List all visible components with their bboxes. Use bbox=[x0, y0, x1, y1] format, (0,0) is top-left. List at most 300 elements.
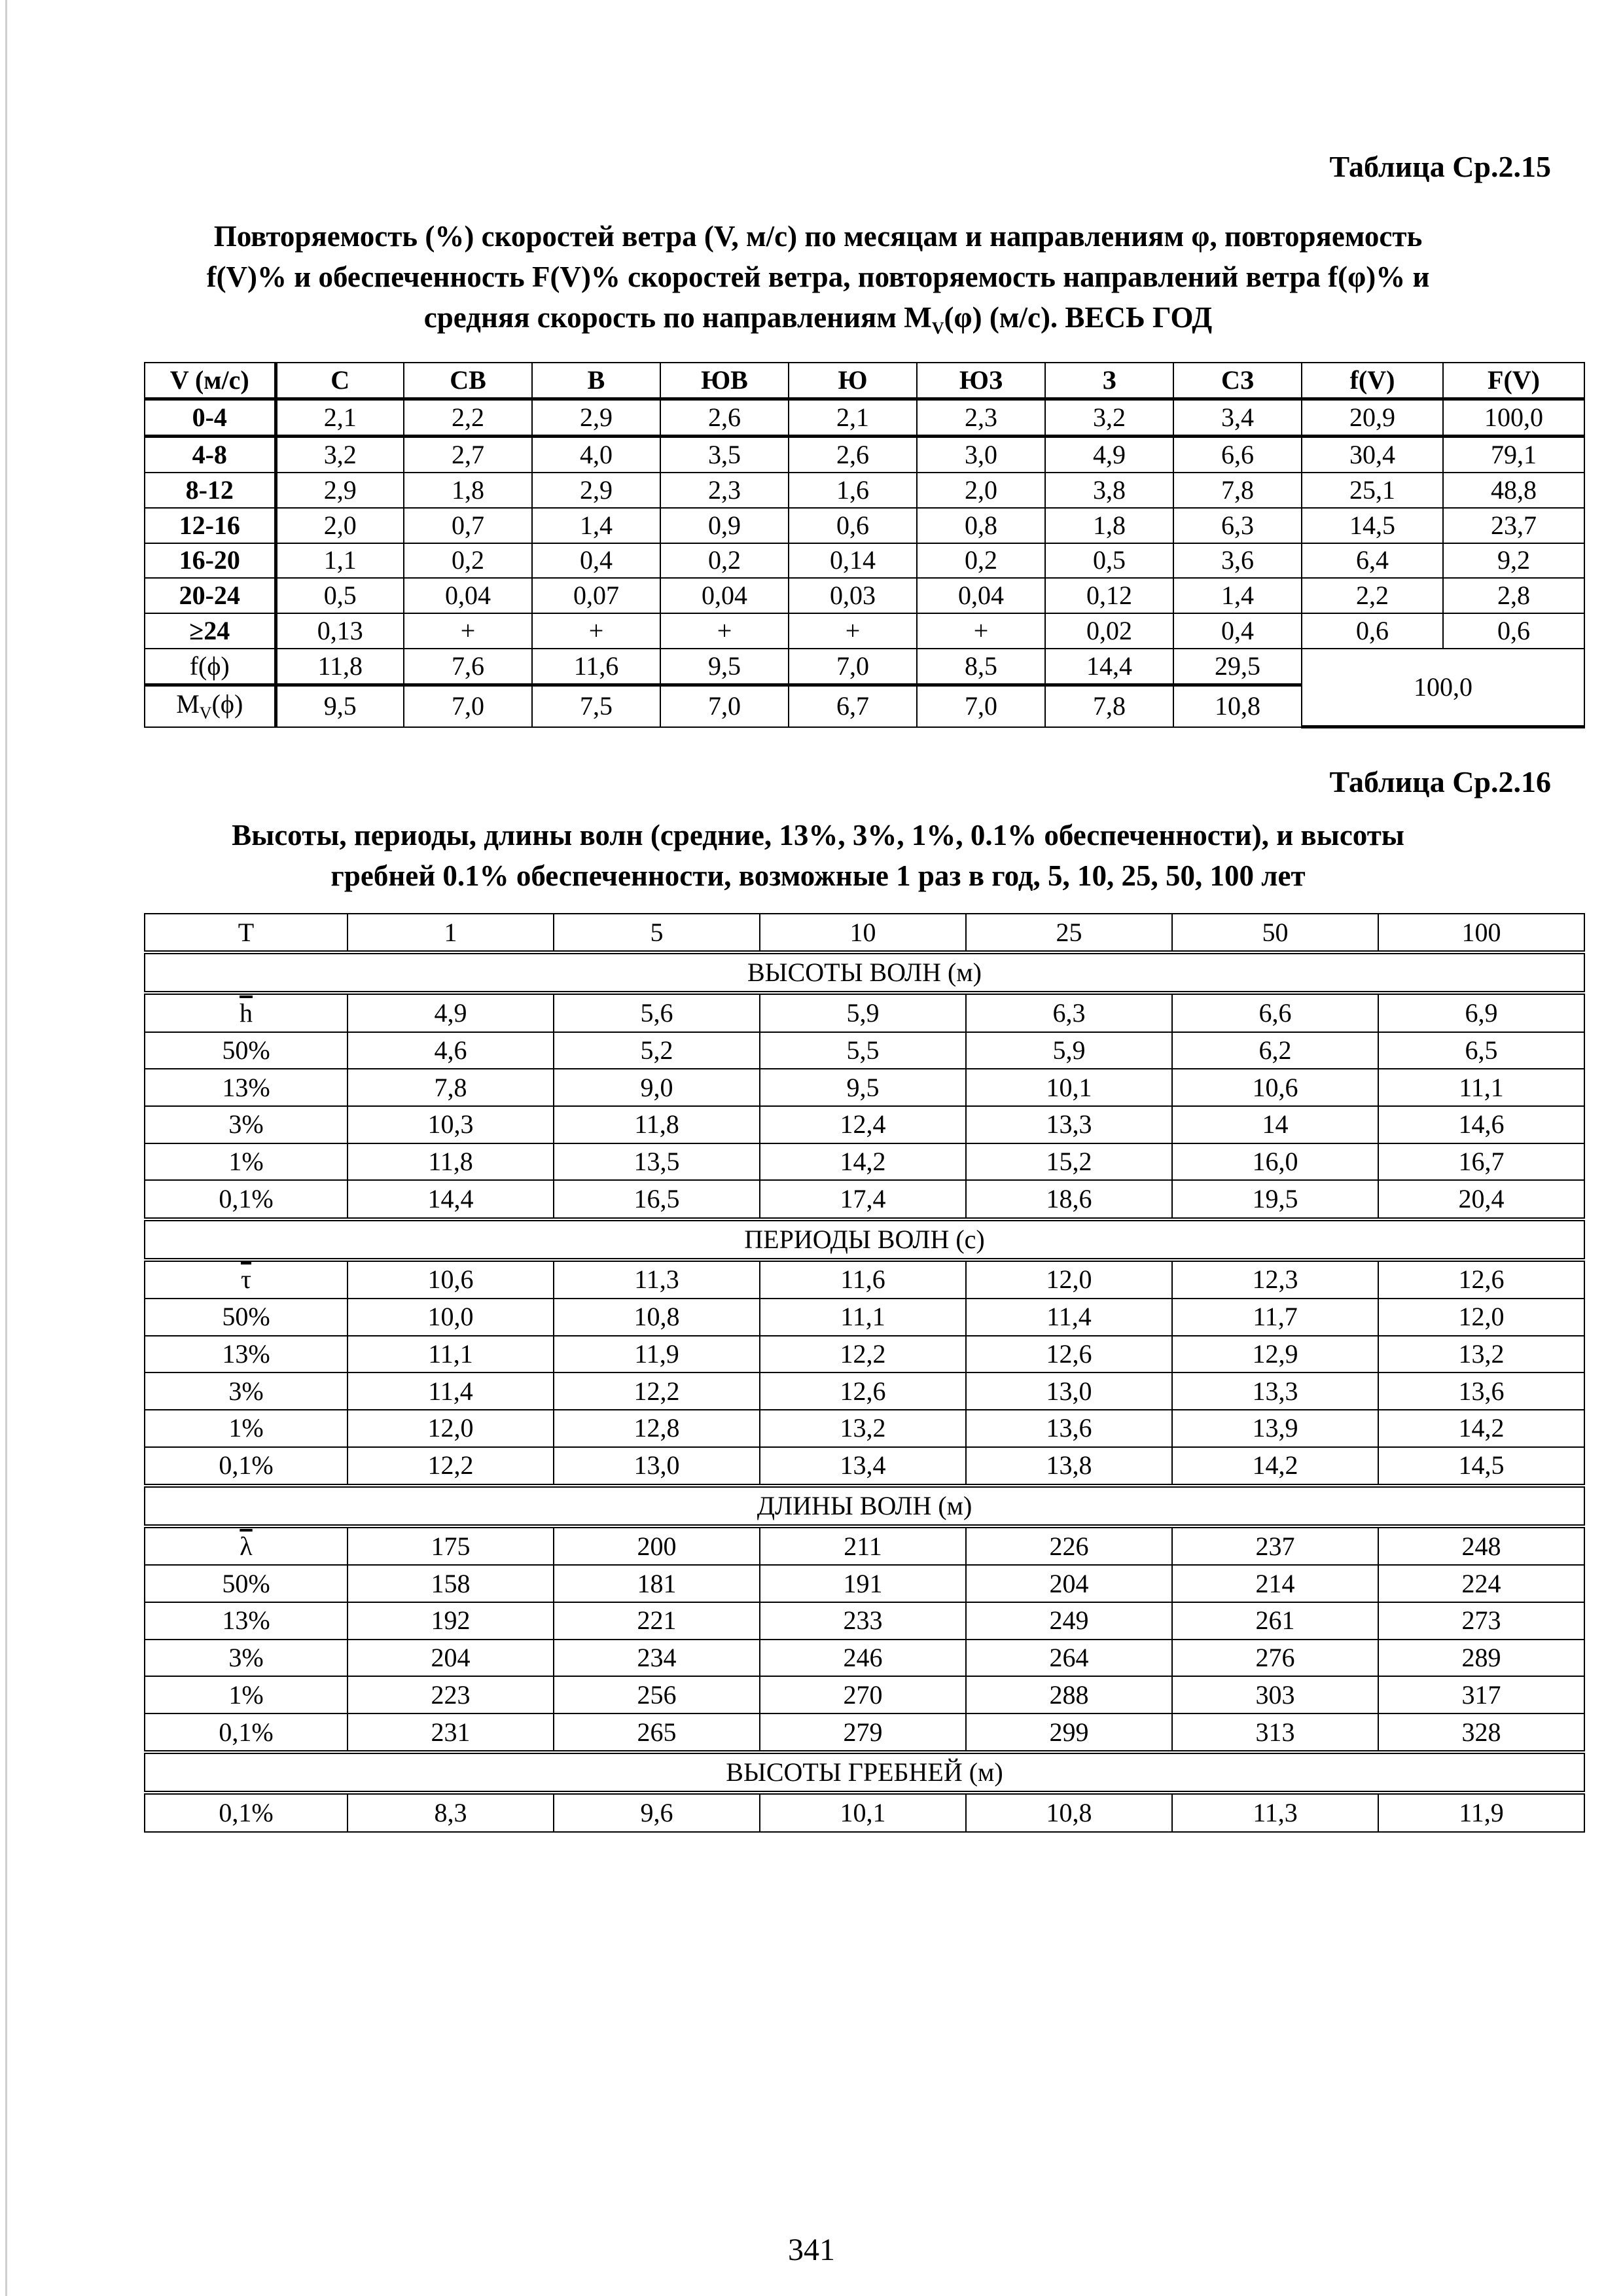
cell: 2,2 bbox=[404, 399, 532, 437]
cell: 0,02 bbox=[1045, 613, 1173, 649]
table-row bbox=[145, 1410, 1584, 1447]
cell: 0,6 bbox=[1302, 613, 1443, 649]
cell: 191 bbox=[760, 1565, 966, 1602]
label-text: 13% bbox=[222, 1072, 270, 1102]
label-text: 13% bbox=[222, 1339, 270, 1369]
table-title bbox=[131, 216, 1505, 349]
cell: 1,8 bbox=[404, 473, 532, 508]
cell: 14,2 bbox=[1172, 1447, 1378, 1486]
cell: 11,7 bbox=[1172, 1299, 1378, 1336]
column-header: T bbox=[145, 914, 348, 952]
page-number: 341 bbox=[788, 2233, 835, 2267]
cell: + bbox=[789, 613, 917, 649]
cell: 14,6 bbox=[1378, 1106, 1584, 1143]
column-header: З bbox=[1045, 363, 1173, 399]
cell: 1,8 bbox=[1045, 508, 1173, 543]
section-title: ВЫСОТЫ ВОЛН (м) bbox=[145, 952, 1584, 993]
cell: 7,0 bbox=[789, 649, 917, 685]
row-label: 0-4 bbox=[145, 399, 276, 437]
title-line: Повторяемость (%) скоростей ветра (V, м/с) по месяцам и направлениям φ, повторяемость bbox=[213, 220, 1423, 253]
cell: 7,6 bbox=[404, 649, 532, 685]
label-text: 13% bbox=[222, 1605, 270, 1636]
cell: 13,6 bbox=[1378, 1372, 1584, 1410]
cell: 3,2 bbox=[1045, 399, 1173, 437]
cell: 11,9 bbox=[554, 1336, 760, 1373]
cell: 317 bbox=[1378, 1676, 1584, 1713]
row-label bbox=[145, 1032, 348, 1069]
cell: 5,9 bbox=[966, 1032, 1172, 1069]
cell: 10,1 bbox=[966, 1069, 1172, 1106]
cell: 13,8 bbox=[966, 1447, 1172, 1486]
row-label bbox=[145, 1372, 348, 1410]
label-text: 0,1% bbox=[219, 1717, 274, 1747]
section-title: ВЫСОТЫ ГРЕБНЕЙ (м) bbox=[145, 1752, 1584, 1793]
section-title: ПЕРИОДЫ ВОЛН (с) bbox=[145, 1219, 1584, 1260]
cell: 289 bbox=[1378, 1640, 1584, 1677]
cell: 14,2 bbox=[1378, 1410, 1584, 1447]
cell: 13,3 bbox=[966, 1106, 1172, 1143]
table-row bbox=[145, 473, 1584, 508]
cell: 2,9 bbox=[276, 473, 404, 508]
row-label bbox=[145, 1336, 348, 1373]
cell: 2,1 bbox=[789, 399, 917, 437]
cell: 0,6 bbox=[789, 508, 917, 543]
cell: 7,8 bbox=[1045, 685, 1173, 726]
cell: 0,04 bbox=[917, 578, 1045, 613]
label-text: 1% bbox=[228, 1147, 264, 1177]
cell: 12,2 bbox=[348, 1447, 554, 1486]
cell: 20,4 bbox=[1378, 1180, 1584, 1219]
row-label bbox=[145, 1565, 348, 1602]
cell: 14,5 bbox=[1302, 508, 1443, 543]
cell: + bbox=[660, 613, 789, 649]
section-header-row bbox=[145, 1486, 1584, 1526]
cell: 3,5 bbox=[660, 437, 789, 473]
label-text: 3% bbox=[228, 1643, 264, 1673]
title-subscript: V bbox=[931, 319, 944, 338]
cell: 2,1 bbox=[276, 399, 404, 437]
label-text: 3% bbox=[228, 1376, 264, 1406]
column-header: F(V) bbox=[1443, 363, 1584, 399]
column-header: СВ bbox=[404, 363, 532, 399]
cell: 10,3 bbox=[348, 1106, 554, 1143]
cell: 14 bbox=[1172, 1106, 1378, 1143]
cell: 6,3 bbox=[966, 993, 1172, 1031]
cell: 6,9 bbox=[1378, 993, 1584, 1031]
cell: 3,8 bbox=[1045, 473, 1173, 508]
column-header: СЗ bbox=[1173, 363, 1302, 399]
cell: 7,8 bbox=[348, 1069, 554, 1106]
column-header: 50 bbox=[1172, 914, 1378, 952]
cell: 0,2 bbox=[917, 543, 1045, 579]
cell: 9,0 bbox=[554, 1069, 760, 1106]
row-label bbox=[145, 1260, 348, 1299]
cell: 2,3 bbox=[917, 399, 1045, 437]
cell: 12,0 bbox=[966, 1260, 1172, 1299]
table-caption: Таблица Ср.2.15 bbox=[1329, 150, 1551, 183]
row-label: ≥24 bbox=[145, 613, 276, 649]
table-row bbox=[145, 543, 1584, 579]
cell: 0,03 bbox=[789, 578, 917, 613]
label-text: 50% bbox=[222, 1568, 270, 1598]
cell: 0,14 bbox=[789, 543, 917, 579]
cell: 0,5 bbox=[1045, 543, 1173, 579]
cell: 2,9 bbox=[532, 473, 660, 508]
cell: 223 bbox=[348, 1676, 554, 1713]
row-label bbox=[145, 685, 276, 726]
column-header: 100 bbox=[1378, 914, 1584, 952]
row-label bbox=[145, 1602, 348, 1640]
cell: 328 bbox=[1378, 1713, 1584, 1752]
cell: 11,4 bbox=[966, 1299, 1172, 1336]
cell: 200 bbox=[554, 1526, 760, 1565]
column-header: V (м/с) bbox=[145, 363, 276, 399]
cell: 7,0 bbox=[660, 685, 789, 726]
cell: 13,3 bbox=[1172, 1372, 1378, 1410]
cell: 16,7 bbox=[1378, 1143, 1584, 1181]
cell: 7,8 bbox=[1173, 473, 1302, 508]
cell: 3,4 bbox=[1173, 399, 1302, 437]
row-label bbox=[145, 1143, 348, 1181]
section-title: ДЛИНЫ ВОЛН (м) bbox=[145, 1486, 1584, 1526]
cell: 13,6 bbox=[966, 1410, 1172, 1447]
table-row bbox=[145, 1565, 1584, 1602]
cell: 233 bbox=[760, 1602, 966, 1640]
cell: + bbox=[917, 613, 1045, 649]
cell: 2,2 bbox=[1302, 578, 1443, 613]
cell: 79,1 bbox=[1443, 437, 1584, 473]
cell: 12,2 bbox=[760, 1336, 966, 1373]
cell: 11,3 bbox=[554, 1260, 760, 1299]
cell: 261 bbox=[1172, 1602, 1378, 1640]
cell: 29,5 bbox=[1173, 649, 1302, 685]
column-header: 5 bbox=[554, 914, 760, 952]
table-row bbox=[145, 508, 1584, 543]
table-row bbox=[145, 1106, 1584, 1143]
table-row bbox=[145, 1447, 1584, 1486]
cell: 6,2 bbox=[1172, 1032, 1378, 1069]
title-line: f(V)% и обеспеченность F(V)% скоростей ветра, повторяемость направлений ветра f(φ)% и bbox=[206, 260, 1430, 293]
cell: 11,8 bbox=[276, 649, 404, 685]
row-label bbox=[145, 993, 348, 1031]
cell: 13,4 bbox=[760, 1447, 966, 1486]
table-row bbox=[145, 613, 1584, 649]
cell: 12,8 bbox=[554, 1410, 760, 1447]
cell: 12,3 bbox=[1172, 1260, 1378, 1299]
cell: 0,2 bbox=[404, 543, 532, 579]
cell: 5,9 bbox=[760, 993, 966, 1031]
table-row bbox=[145, 1713, 1584, 1752]
cell: 175 bbox=[348, 1526, 554, 1565]
cell: 0,07 bbox=[532, 578, 660, 613]
cell: 6,4 bbox=[1302, 543, 1443, 579]
label-text: 0,1% bbox=[219, 1798, 274, 1828]
label-main: M bbox=[176, 689, 200, 719]
mean-symbol: $\overline{\lambda}$ bbox=[240, 1531, 253, 1561]
cell: 7,5 bbox=[532, 685, 660, 726]
cell: 234 bbox=[554, 1640, 760, 1677]
row-label: 4-8 bbox=[145, 437, 276, 473]
column-header: В bbox=[532, 363, 660, 399]
header-row bbox=[145, 363, 1584, 399]
label-post: (ϕ) bbox=[211, 689, 243, 719]
row-label bbox=[145, 1640, 348, 1677]
section-header-row bbox=[145, 952, 1584, 993]
row-label bbox=[145, 1526, 348, 1565]
cell: 12,0 bbox=[1378, 1299, 1584, 1336]
cell: 0,4 bbox=[1173, 613, 1302, 649]
table-row bbox=[145, 993, 1584, 1031]
cell: 4,9 bbox=[1045, 437, 1173, 473]
cell: 13,0 bbox=[554, 1447, 760, 1486]
cell: 13,2 bbox=[760, 1410, 966, 1447]
cell: 0,04 bbox=[404, 578, 532, 613]
column-header: ЮЗ bbox=[917, 363, 1045, 399]
cell: 4,0 bbox=[532, 437, 660, 473]
title-line: гребней 0.1% обеспеченности, возможные 1 раз в год, 5, 10, 25, 50, 100 лет bbox=[330, 859, 1306, 892]
cell: 0,2 bbox=[660, 543, 789, 579]
cell: + bbox=[404, 613, 532, 649]
cell: 12,9 bbox=[1172, 1336, 1378, 1373]
cell: 226 bbox=[966, 1526, 1172, 1565]
cell: 246 bbox=[760, 1640, 966, 1677]
cell: 9,5 bbox=[660, 649, 789, 685]
cell: 12,6 bbox=[1378, 1260, 1584, 1299]
cell: 231 bbox=[348, 1713, 554, 1752]
cell: 158 bbox=[348, 1565, 554, 1602]
cell: 10,0 bbox=[348, 1299, 554, 1336]
table-row bbox=[145, 1602, 1584, 1640]
cell: 10,6 bbox=[1172, 1069, 1378, 1106]
column-header: f(V) bbox=[1302, 363, 1443, 399]
row-label bbox=[145, 1713, 348, 1752]
row-label: f(ϕ) bbox=[145, 649, 276, 685]
label-text: 1% bbox=[228, 1679, 264, 1710]
cell: 0,6 bbox=[1443, 613, 1584, 649]
cell: 6,6 bbox=[1172, 993, 1378, 1031]
cell: 12,6 bbox=[966, 1336, 1172, 1373]
cell: 313 bbox=[1172, 1713, 1378, 1752]
label-text: 50% bbox=[222, 1302, 270, 1332]
label-text: 0,1% bbox=[219, 1184, 274, 1214]
cell: 204 bbox=[348, 1640, 554, 1677]
cell: 11,1 bbox=[1378, 1069, 1584, 1106]
cell: 17,4 bbox=[760, 1180, 966, 1219]
cell: 224 bbox=[1378, 1565, 1584, 1602]
row-label bbox=[145, 1793, 348, 1832]
cell: 23,7 bbox=[1443, 508, 1584, 543]
cell: 13,9 bbox=[1172, 1410, 1378, 1447]
cell: 4,6 bbox=[348, 1032, 554, 1069]
cell: 9,6 bbox=[554, 1793, 760, 1832]
cell: 16,5 bbox=[554, 1180, 760, 1219]
label-text: 50% bbox=[222, 1035, 270, 1066]
table-row bbox=[145, 1676, 1584, 1713]
row-label: 16-20 bbox=[145, 543, 276, 579]
cell: 0,12 bbox=[1045, 578, 1173, 613]
cell: 14,4 bbox=[1045, 649, 1173, 685]
cell: 0,4 bbox=[532, 543, 660, 579]
cell: 204 bbox=[966, 1565, 1172, 1602]
cell: 11,3 bbox=[1172, 1793, 1378, 1832]
cell: 15,2 bbox=[966, 1143, 1172, 1181]
section-header-row bbox=[145, 1752, 1584, 1793]
cell: 8,5 bbox=[917, 649, 1045, 685]
cell: 12,4 bbox=[760, 1106, 966, 1143]
table-caption: Таблица Ср.2.16 bbox=[1329, 765, 1551, 798]
table-row bbox=[145, 1069, 1584, 1106]
cell: 273 bbox=[1378, 1602, 1584, 1640]
mean-symbol: $\overline{\tau}$ bbox=[240, 1265, 252, 1295]
cell: 10,8 bbox=[966, 1793, 1172, 1832]
cell: 6,3 bbox=[1173, 508, 1302, 543]
cell: 18,6 bbox=[966, 1180, 1172, 1219]
cell: 10,6 bbox=[348, 1260, 554, 1299]
cell: 11,6 bbox=[760, 1260, 966, 1299]
cell: 2,3 bbox=[660, 473, 789, 508]
title-line bbox=[131, 297, 1505, 349]
cell: 1,4 bbox=[532, 508, 660, 543]
cell: 5,6 bbox=[554, 993, 760, 1031]
section-header-row bbox=[145, 1219, 1584, 1260]
cell: 0,13 bbox=[276, 613, 404, 649]
cell: 19,5 bbox=[1172, 1180, 1378, 1219]
cell: 299 bbox=[966, 1713, 1172, 1752]
cell: 214 bbox=[1172, 1565, 1378, 1602]
cell: 1,6 bbox=[789, 473, 917, 508]
cell: 4,9 bbox=[348, 993, 554, 1031]
table-row bbox=[145, 1372, 1584, 1410]
table-row bbox=[145, 1032, 1584, 1069]
row-label bbox=[145, 1410, 348, 1447]
cell: 249 bbox=[966, 1602, 1172, 1640]
cell: 12,6 bbox=[760, 1372, 966, 1410]
column-header: 10 bbox=[760, 914, 966, 952]
title-text: средняя скорость по направлениям M bbox=[423, 301, 932, 334]
cell: 13,2 bbox=[1378, 1336, 1584, 1373]
cell: 10,8 bbox=[1173, 685, 1302, 726]
title-text: (φ) (м/с). ВЕСЬ ГОД bbox=[944, 301, 1213, 334]
cell: 2,0 bbox=[917, 473, 1045, 508]
cell: 10,8 bbox=[554, 1299, 760, 1336]
cell: 14,4 bbox=[348, 1180, 554, 1219]
row-label: 8-12 bbox=[145, 473, 276, 508]
cell: 11,4 bbox=[348, 1372, 554, 1410]
cell: 8,3 bbox=[348, 1793, 554, 1832]
cell: 11,9 bbox=[1378, 1793, 1584, 1832]
cell: 276 bbox=[1172, 1640, 1378, 1677]
cell: 3,0 bbox=[917, 437, 1045, 473]
cell: 11,6 bbox=[532, 649, 660, 685]
cell: 6,5 bbox=[1378, 1032, 1584, 1069]
cell: 2,6 bbox=[660, 399, 789, 437]
table-row bbox=[145, 399, 1584, 437]
cell: 288 bbox=[966, 1676, 1172, 1713]
cell: 2,6 bbox=[789, 437, 917, 473]
cell: 20,9 bbox=[1302, 399, 1443, 437]
cell: 192 bbox=[348, 1602, 554, 1640]
cell: 16,0 bbox=[1172, 1143, 1378, 1181]
label-subscript: V bbox=[199, 703, 212, 723]
cell: 2,8 bbox=[1443, 578, 1584, 613]
cell: 12,2 bbox=[554, 1372, 760, 1410]
row-label bbox=[145, 1069, 348, 1106]
wave-parameters-table bbox=[144, 913, 1585, 1833]
cell: 6,7 bbox=[789, 685, 917, 726]
cell: 11,1 bbox=[348, 1336, 554, 1373]
cell: 0,04 bbox=[660, 578, 789, 613]
table-row bbox=[145, 437, 1584, 473]
cell: 3,6 bbox=[1173, 543, 1302, 579]
cell: 2,9 bbox=[532, 399, 660, 437]
cell: 279 bbox=[760, 1713, 966, 1752]
cell: 5,5 bbox=[760, 1032, 966, 1069]
title-line: Высоты, периоды, длины волн (средние, 13%, 3%, 1%, 0.1% обеспеченности), и высоты bbox=[232, 819, 1404, 852]
cell: 9,2 bbox=[1443, 543, 1584, 579]
cell: 211 bbox=[760, 1526, 966, 1565]
cell: 30,4 bbox=[1302, 437, 1443, 473]
label-text: 0,1% bbox=[219, 1450, 274, 1480]
cell: 11,8 bbox=[348, 1143, 554, 1181]
cell: 25,1 bbox=[1302, 473, 1443, 508]
header-row bbox=[145, 914, 1584, 952]
table-row bbox=[145, 1143, 1584, 1181]
cell: 7,0 bbox=[404, 685, 532, 726]
cell: 237 bbox=[1172, 1526, 1378, 1565]
table-row bbox=[145, 1793, 1584, 1832]
row-label: 12-16 bbox=[145, 508, 276, 543]
row-label bbox=[145, 1676, 348, 1713]
cell: 221 bbox=[554, 1602, 760, 1640]
cell: 265 bbox=[554, 1713, 760, 1752]
table-row bbox=[145, 1260, 1584, 1299]
cell: 5,2 bbox=[554, 1032, 760, 1069]
table-row bbox=[145, 1299, 1584, 1336]
frequency-row bbox=[145, 649, 1584, 685]
label-text: 3% bbox=[228, 1109, 264, 1139]
table-row bbox=[145, 1180, 1584, 1219]
total-cell: 100,0 bbox=[1302, 649, 1584, 727]
cell: 0,7 bbox=[404, 508, 532, 543]
table-title bbox=[131, 815, 1505, 896]
column-header: С bbox=[276, 363, 404, 399]
wind-speed-table bbox=[144, 362, 1585, 728]
cell: 13,0 bbox=[966, 1372, 1172, 1410]
column-header: 1 bbox=[348, 914, 554, 952]
scan-edge-line bbox=[5, 0, 7, 2296]
row-label bbox=[145, 1106, 348, 1143]
mean-symbol: $\overline{h}$ bbox=[240, 998, 253, 1028]
cell: 181 bbox=[554, 1565, 760, 1602]
cell: 0,8 bbox=[917, 508, 1045, 543]
cell: 6,6 bbox=[1173, 437, 1302, 473]
table-row bbox=[145, 1336, 1584, 1373]
cell: 48,8 bbox=[1443, 473, 1584, 508]
cell: 9,5 bbox=[276, 685, 404, 726]
cell: + bbox=[532, 613, 660, 649]
cell: 2,0 bbox=[276, 508, 404, 543]
cell: 1,4 bbox=[1173, 578, 1302, 613]
table-row bbox=[145, 1640, 1584, 1677]
cell: 13,5 bbox=[554, 1143, 760, 1181]
cell: 264 bbox=[966, 1640, 1172, 1677]
cell: 270 bbox=[760, 1676, 966, 1713]
cell: 303 bbox=[1172, 1676, 1378, 1713]
cell: 2,7 bbox=[404, 437, 532, 473]
cell: 0,9 bbox=[660, 508, 789, 543]
column-header: 25 bbox=[966, 914, 1172, 952]
cell: 248 bbox=[1378, 1526, 1584, 1565]
